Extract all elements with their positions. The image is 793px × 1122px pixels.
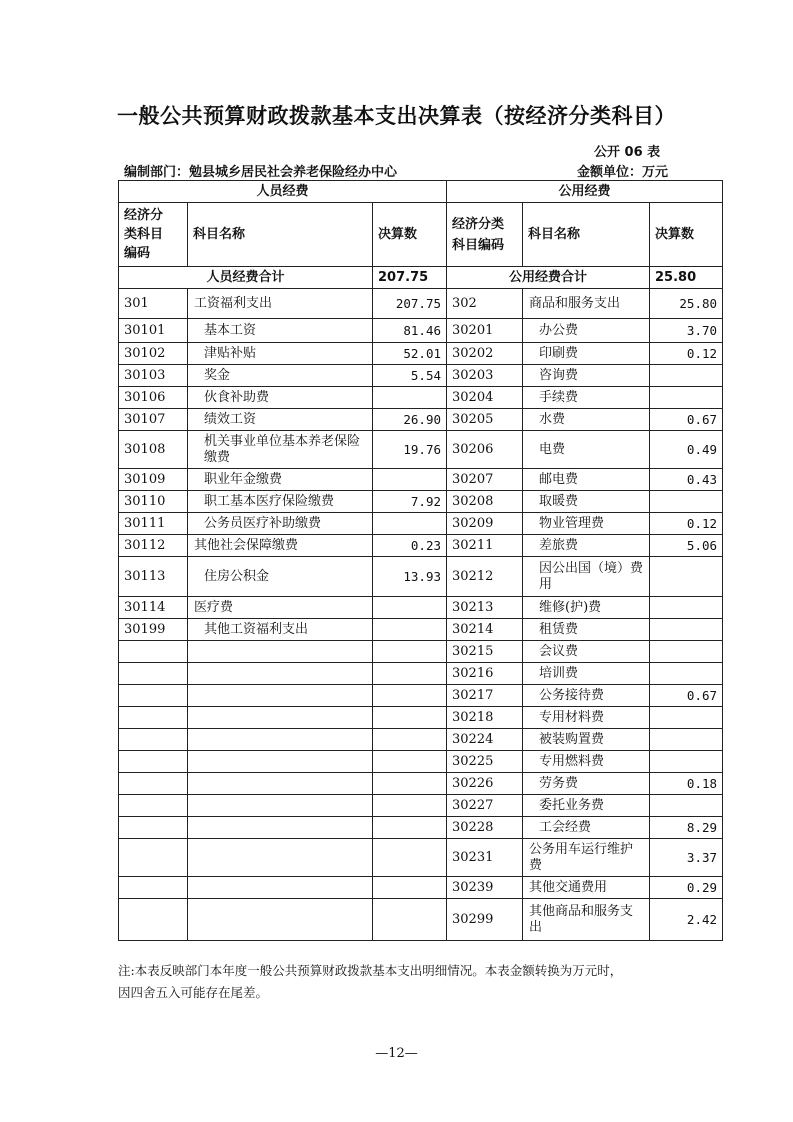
right-code-cell: 30208 xyxy=(447,491,523,513)
left-name-cell xyxy=(188,773,373,795)
left-name-header: 科目名称 xyxy=(188,203,373,267)
right-name-cell: 办公费 xyxy=(523,319,650,343)
right-name-cell: 培训费 xyxy=(523,663,650,685)
right-amount-cell: 0.67 xyxy=(650,409,723,431)
left-name-cell: 其他工资福利支出 xyxy=(188,619,373,641)
right-amount-cell: 5.06 xyxy=(650,535,723,557)
right-code-cell: 30215 xyxy=(447,641,523,663)
public-total-label: 公用经费合计 xyxy=(447,267,650,289)
table-row xyxy=(119,557,723,597)
left-amount-cell: 13.93 xyxy=(373,557,447,597)
table-row xyxy=(119,773,723,795)
left-name-cell xyxy=(188,685,373,707)
page-number: —12— xyxy=(375,1046,418,1061)
left-amount-cell xyxy=(373,619,447,641)
left-name-cell xyxy=(188,839,373,877)
right-code-cell: 30205 xyxy=(447,409,523,431)
left-name-cell: 伙食补助费 xyxy=(188,387,373,409)
right-amount-cell xyxy=(650,795,723,817)
right-code-cell: 30225 xyxy=(447,751,523,773)
left-code-cell xyxy=(119,795,188,817)
left-name-cell xyxy=(188,751,373,773)
left-amount-cell xyxy=(373,663,447,685)
personnel-total-value: 207.75 xyxy=(373,267,447,289)
table-row xyxy=(119,899,723,941)
right-code-cell: 30227 xyxy=(447,795,523,817)
right-code-cell: 30213 xyxy=(447,597,523,619)
table-row xyxy=(119,387,723,409)
public-total-value: 25.80 xyxy=(650,267,723,289)
left-amount-cell xyxy=(373,899,447,941)
left-code-cell xyxy=(119,817,188,839)
left-code-cell: 30113 xyxy=(119,557,188,597)
right-amount-cell xyxy=(650,641,723,663)
table-row xyxy=(119,289,723,319)
left-amount-cell xyxy=(373,773,447,795)
right-name-cell: 公务用车运行维护费 xyxy=(523,839,650,877)
left-amount-cell xyxy=(373,387,447,409)
right-code-header: 经济分类 科目编码 xyxy=(447,203,523,267)
right-name-cell: 维修(护)费 xyxy=(523,597,650,619)
right-code-cell: 30202 xyxy=(447,343,523,365)
right-name-cell: 公务接待费 xyxy=(523,685,650,707)
table-row xyxy=(119,597,723,619)
right-code-cell: 30231 xyxy=(447,839,523,877)
right-amount-cell xyxy=(650,729,723,751)
expenditure-table xyxy=(118,180,723,941)
left-code-header: 经济分 类科目 编码 xyxy=(119,203,188,267)
table-row xyxy=(119,619,723,641)
table-row xyxy=(119,431,723,469)
left-amount-cell xyxy=(373,641,447,663)
right-name-cell: 其他交通费用 xyxy=(523,877,650,899)
table-row xyxy=(119,795,723,817)
left-code-cell: 30101 xyxy=(119,319,188,343)
right-name-header: 科目名称 xyxy=(523,203,650,267)
table-row xyxy=(119,685,723,707)
right-name-cell: 电费 xyxy=(523,431,650,469)
footnote-line-1: 注:本表反映部门本年度一般公共预算财政拨款基本支出明细情况。本表金额转换为万元时， xyxy=(118,963,623,978)
left-name-cell: 津贴补贴 xyxy=(188,343,373,365)
right-name-cell: 其他商品和服务支出 xyxy=(523,899,650,941)
right-amount-cell xyxy=(650,751,723,773)
table-row xyxy=(119,751,723,773)
right-code-cell: 30217 xyxy=(447,685,523,707)
right-amount-cell xyxy=(650,619,723,641)
right-amount-cell xyxy=(650,663,723,685)
left-name-cell xyxy=(188,899,373,941)
left-amount-cell: 19.76 xyxy=(373,431,447,469)
table-row xyxy=(119,409,723,431)
right-code-cell: 30204 xyxy=(447,387,523,409)
table-row xyxy=(119,513,723,535)
table-row xyxy=(119,641,723,663)
left-name-cell xyxy=(188,877,373,899)
left-code-cell: 30108 xyxy=(119,431,188,469)
left-name-cell: 医疗费 xyxy=(188,597,373,619)
left-name-cell: 奖金 xyxy=(188,365,373,387)
right-amount-cell: 8.29 xyxy=(650,817,723,839)
left-amount-cell: 207.75 xyxy=(373,289,447,319)
left-code-cell xyxy=(119,773,188,795)
right-code-cell: 30226 xyxy=(447,773,523,795)
left-name-cell xyxy=(188,663,373,685)
right-name-cell: 手续费 xyxy=(523,387,650,409)
right-amount-cell xyxy=(650,365,723,387)
left-code-cell: 30106 xyxy=(119,387,188,409)
table-row xyxy=(119,663,723,685)
right-name-cell: 因公出国（境）费用 xyxy=(523,557,650,597)
left-code-cell xyxy=(119,899,188,941)
group-header-row xyxy=(119,181,723,203)
left-name-cell: 基本工资 xyxy=(188,319,373,343)
right-name-cell: 会议费 xyxy=(523,641,650,663)
right-amount-cell xyxy=(650,387,723,409)
table-row xyxy=(119,535,723,557)
left-amount-cell xyxy=(373,817,447,839)
footnote-line-2: 因四舍五入可能存在尾差。 xyxy=(118,985,269,1000)
left-amount-cell xyxy=(373,877,447,899)
right-amount-cell: 0.67 xyxy=(650,685,723,707)
table-row xyxy=(119,729,723,751)
left-name-cell xyxy=(188,729,373,751)
left-name-cell: 住房公积金 xyxy=(188,557,373,597)
table-row xyxy=(119,877,723,899)
left-amount-cell: 0.23 xyxy=(373,535,447,557)
left-amount-cell xyxy=(373,839,447,877)
right-name-cell: 专用材料费 xyxy=(523,707,650,729)
right-amount-cell: 0.29 xyxy=(650,877,723,899)
right-amount-cell: 25.80 xyxy=(650,289,723,319)
right-amount-cell xyxy=(650,491,723,513)
left-amount-cell xyxy=(373,729,447,751)
left-amount-cell: 81.46 xyxy=(373,319,447,343)
right-amount-cell: 3.37 xyxy=(650,839,723,877)
left-name-cell: 公务员医疗补助缴费 xyxy=(188,513,373,535)
table-row xyxy=(119,343,723,365)
left-name-cell: 绩效工资 xyxy=(188,409,373,431)
left-code-cell xyxy=(119,729,188,751)
table-row xyxy=(119,491,723,513)
left-name-cell: 工资福利支出 xyxy=(188,289,373,319)
right-code-cell: 30228 xyxy=(447,817,523,839)
right-name-cell: 专用燃料费 xyxy=(523,751,650,773)
right-code-cell: 30211 xyxy=(447,535,523,557)
right-code-cell: 30216 xyxy=(447,663,523,685)
personnel-total-label: 人员经费合计 xyxy=(119,267,373,289)
right-amount-cell xyxy=(650,707,723,729)
left-amount-cell xyxy=(373,597,447,619)
left-code-cell xyxy=(119,685,188,707)
right-code-cell: 30214 xyxy=(447,619,523,641)
right-code-cell: 30218 xyxy=(447,707,523,729)
right-code-cell: 30224 xyxy=(447,729,523,751)
left-code-cell: 30111 xyxy=(119,513,188,535)
public-group-header: 公用经费 xyxy=(447,181,723,203)
left-code-cell: 30114 xyxy=(119,597,188,619)
right-name-cell: 差旅费 xyxy=(523,535,650,557)
left-amount-cell xyxy=(373,707,447,729)
right-code-cell: 30239 xyxy=(447,877,523,899)
total-row xyxy=(119,267,723,289)
table-row xyxy=(119,817,723,839)
right-name-cell: 邮电费 xyxy=(523,469,650,491)
left-code-cell xyxy=(119,663,188,685)
right-name-cell: 水费 xyxy=(523,409,650,431)
right-name-cell: 租赁费 xyxy=(523,619,650,641)
right-amount-cell: 0.49 xyxy=(650,431,723,469)
right-code-cell: 30207 xyxy=(447,469,523,491)
left-code-cell: 30102 xyxy=(119,343,188,365)
right-name-cell: 被装购置费 xyxy=(523,729,650,751)
department-label: 编制部门：勉县城乡居民社会养老保险经办中心 xyxy=(124,165,398,180)
right-code-cell: 30209 xyxy=(447,513,523,535)
unit-label: 金额单位：万元 xyxy=(577,165,669,180)
right-code-cell: 30203 xyxy=(447,365,523,387)
right-name-cell: 商品和服务支出 xyxy=(523,289,650,319)
column-header-row xyxy=(119,203,723,267)
right-name-cell: 物业管理费 xyxy=(523,513,650,535)
left-code-cell xyxy=(119,707,188,729)
left-code-cell xyxy=(119,839,188,877)
left-amount-header: 决算数 xyxy=(373,203,447,267)
left-name-cell: 其他社会保障缴费 xyxy=(188,535,373,557)
right-amount-cell: 3.70 xyxy=(650,319,723,343)
left-amount-cell: 26.90 xyxy=(373,409,447,431)
table-row xyxy=(119,469,723,491)
left-amount-cell xyxy=(373,751,447,773)
left-code-cell xyxy=(119,877,188,899)
table-row xyxy=(119,319,723,343)
left-code-cell xyxy=(119,641,188,663)
right-name-cell: 咨询费 xyxy=(523,365,650,387)
right-amount-cell: 0.12 xyxy=(650,513,723,535)
left-amount-cell xyxy=(373,469,447,491)
right-amount-cell: 0.43 xyxy=(650,469,723,491)
left-name-cell: 职业年金缴费 xyxy=(188,469,373,491)
right-code-cell: 30206 xyxy=(447,431,523,469)
right-code-cell: 30201 xyxy=(447,319,523,343)
right-amount-cell xyxy=(650,557,723,597)
right-code-cell: 302 xyxy=(447,289,523,319)
right-code-cell: 30212 xyxy=(447,557,523,597)
left-name-cell xyxy=(188,795,373,817)
footnote xyxy=(118,960,718,1004)
right-name-cell: 劳务费 xyxy=(523,773,650,795)
form-number: 公开 06 表 xyxy=(594,145,661,160)
left-amount-cell xyxy=(373,513,447,535)
left-name-cell: 机关事业单位基本养老保险缴费 xyxy=(188,431,373,469)
page-title: 一般公共预算财政拨款基本支出决算表（按经济分类科目） xyxy=(117,104,676,128)
left-code-cell: 30199 xyxy=(119,619,188,641)
left-code-cell: 30112 xyxy=(119,535,188,557)
right-amount-cell: 0.12 xyxy=(650,343,723,365)
right-amount-cell xyxy=(650,597,723,619)
right-code-cell: 30299 xyxy=(447,899,523,941)
left-code-cell: 30109 xyxy=(119,469,188,491)
left-name-cell xyxy=(188,707,373,729)
left-amount-cell xyxy=(373,795,447,817)
left-amount-cell xyxy=(373,685,447,707)
right-name-cell: 工会经费 xyxy=(523,817,650,839)
right-name-cell: 委托业务费 xyxy=(523,795,650,817)
right-name-cell: 印刷费 xyxy=(523,343,650,365)
left-code-cell: 30110 xyxy=(119,491,188,513)
left-code-cell xyxy=(119,751,188,773)
left-code-cell: 30107 xyxy=(119,409,188,431)
left-code-cell: 30103 xyxy=(119,365,188,387)
right-amount-cell: 2.42 xyxy=(650,899,723,941)
left-amount-cell: 5.54 xyxy=(373,365,447,387)
right-amount-cell: 0.18 xyxy=(650,773,723,795)
personnel-group-header: 人员经费 xyxy=(119,181,447,203)
left-amount-cell: 52.01 xyxy=(373,343,447,365)
right-name-cell: 取暖费 xyxy=(523,491,650,513)
table-row xyxy=(119,365,723,387)
left-name-cell xyxy=(188,817,373,839)
table-row xyxy=(119,707,723,729)
table-row xyxy=(119,839,723,877)
right-amount-header: 决算数 xyxy=(650,203,723,267)
left-amount-cell: 7.92 xyxy=(373,491,447,513)
left-code-cell: 301 xyxy=(119,289,188,319)
left-name-cell xyxy=(188,641,373,663)
left-name-cell: 职工基本医疗保险缴费 xyxy=(188,491,373,513)
